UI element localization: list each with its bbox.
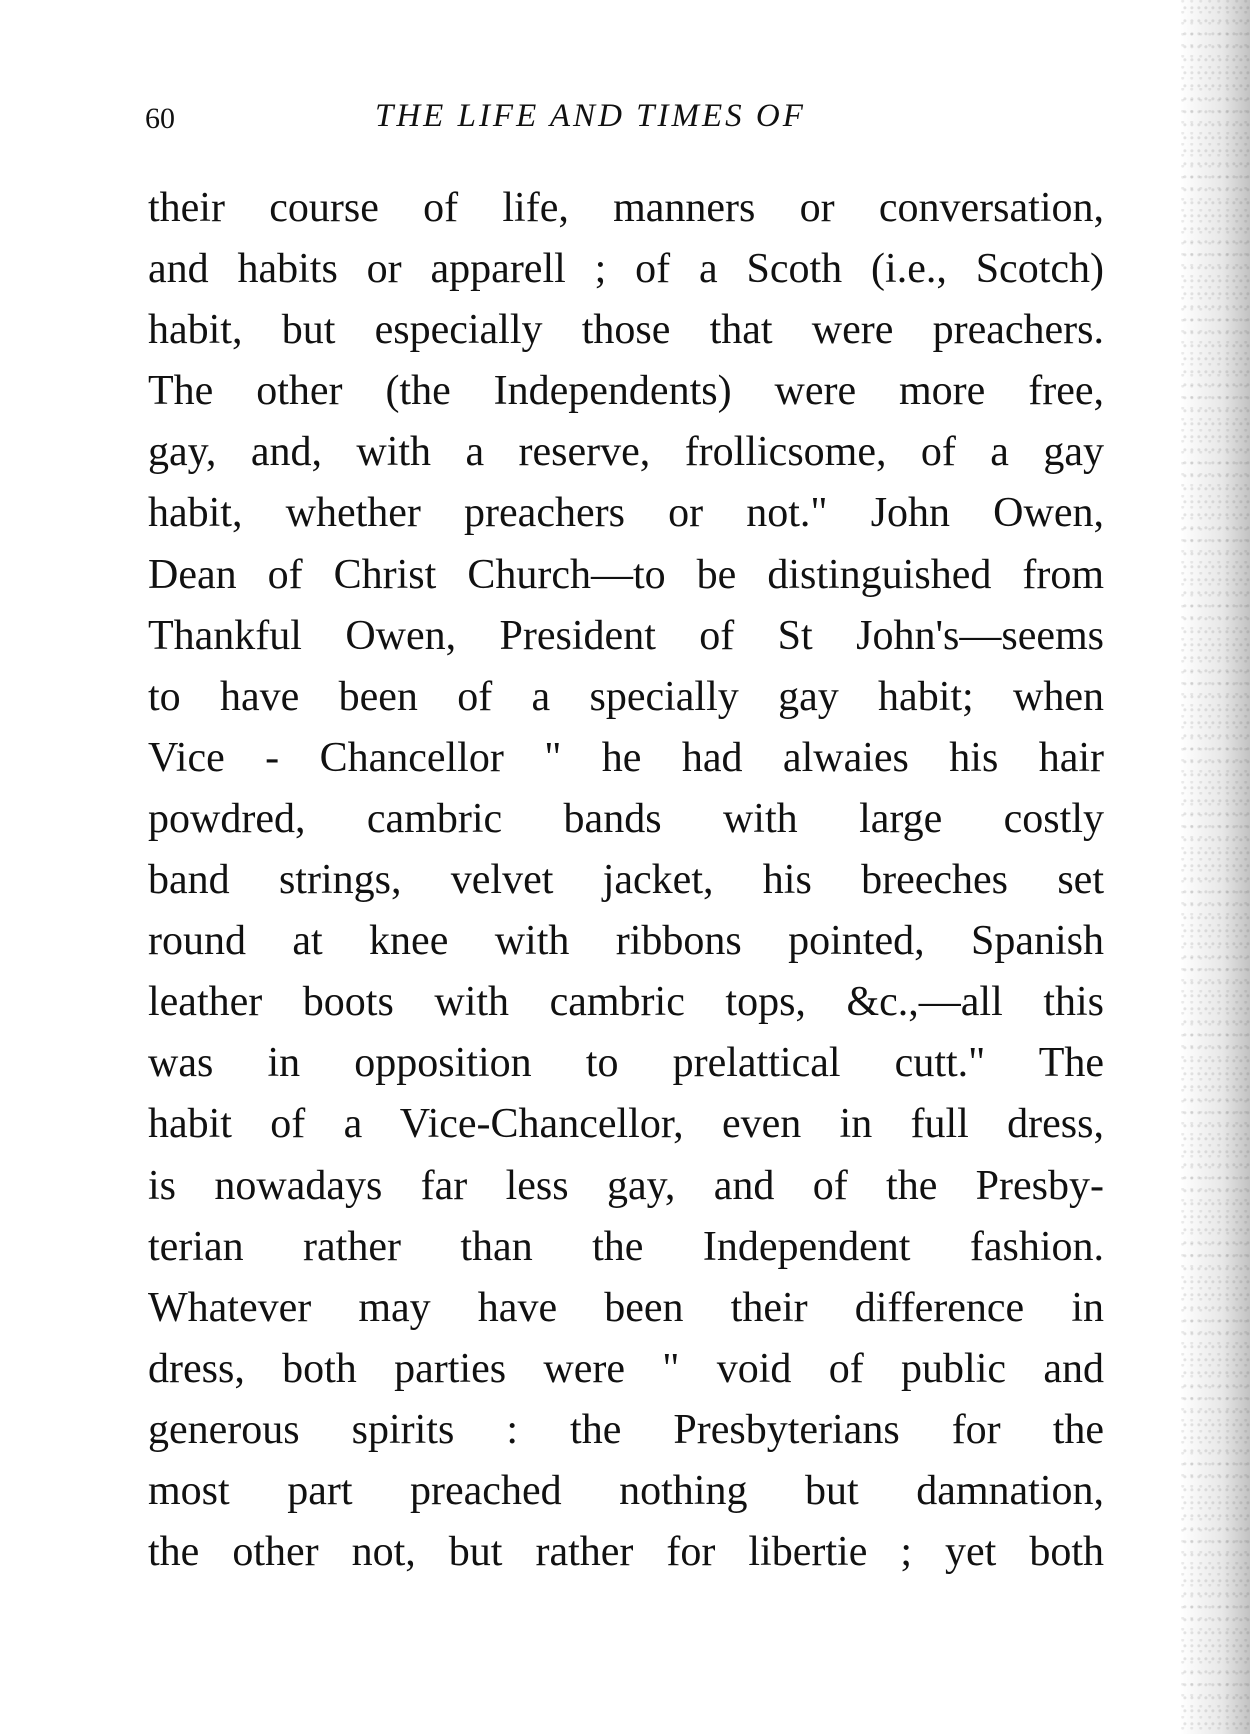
- text-line: terian rather than the Independent fashion.: [148, 1223, 1104, 1270]
- text-line: Dean of Christ Church—to be distinguished from: [148, 551, 1104, 598]
- text-line: round at knee with ribbons pointed, Spanish: [148, 918, 1104, 965]
- text-line: Whatever may have been their difference in: [148, 1284, 1104, 1331]
- text-line: Vice - Chancellor " he had alwaies his hair: [148, 734, 1104, 781]
- text-line: dress, both parties were " void of public and: [148, 1345, 1104, 1392]
- text-line: the other not, but rather for libertie ; yet both: [148, 1529, 1104, 1576]
- text-line: most part preached nothing but damnation,: [148, 1467, 1104, 1514]
- text-line: and habits or apparell ; of a Scoth (i.e., Scotch): [148, 246, 1104, 293]
- text-line: was in opposition to prelattical cutt." The: [148, 1040, 1104, 1087]
- running-head-title: THE LIFE AND TIMES OF: [375, 98, 806, 134]
- text-line: to have been of a specially gay habit; when: [148, 673, 1104, 720]
- text-line: gay, and, with a reserve, frollicsome, of a gay: [148, 429, 1104, 476]
- text-line: habit, but especially those that were preachers.: [148, 307, 1104, 354]
- text-line: The other (the Independents) were more free,: [148, 368, 1104, 415]
- text-line: habit of a Vice-Chancellor, even in full dress,: [148, 1101, 1104, 1148]
- body-text: [148, 178, 1104, 1583]
- page-number: 60: [145, 102, 175, 135]
- text-line: leather boots with cambric tops, &c.,—all this: [148, 979, 1104, 1026]
- text-line: is nowadays far less gay, and of the Presby-: [148, 1162, 1104, 1209]
- text-line: habit, whether preachers or not." John Owen,: [148, 490, 1104, 537]
- text-line: their course of life, manners or conversation,: [148, 185, 1104, 231]
- text-line: generous spirits : the Presbyterians for the: [148, 1406, 1104, 1453]
- text-line: powdred, cambric bands with large costly: [148, 795, 1104, 842]
- text-line: band strings, velvet jacket, his breeches set: [148, 857, 1104, 904]
- running-head: [145, 98, 1045, 146]
- scan-edge: [1180, 0, 1250, 1734]
- text-line: Thankful Owen, President of St John's—seems: [148, 612, 1104, 659]
